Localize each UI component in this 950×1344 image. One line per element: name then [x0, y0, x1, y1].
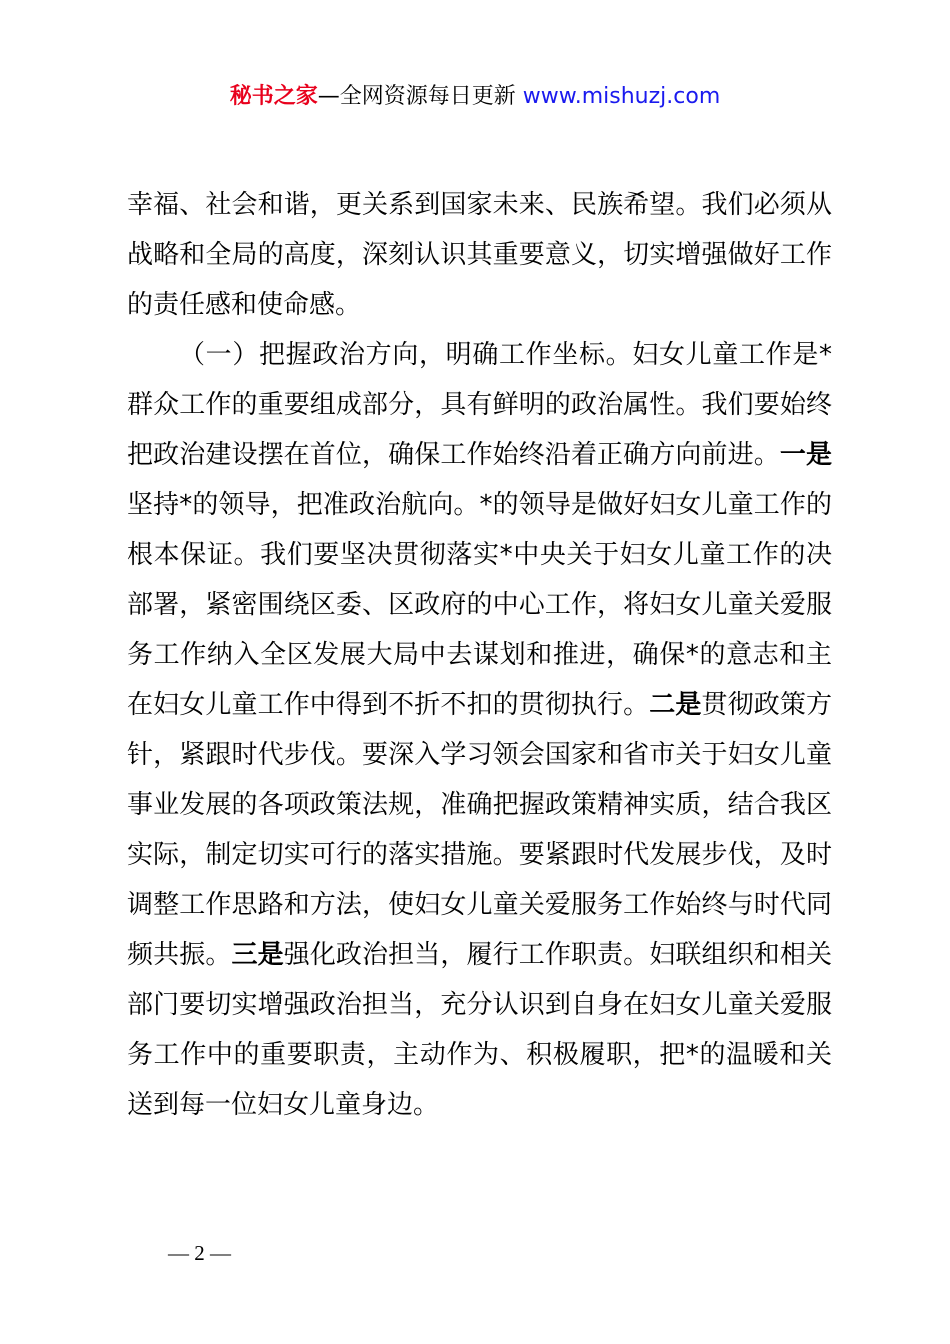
text-line: 实际，制定切实可行的落实措施。要紧跟时代发展步伐，及时 — [127, 840, 832, 870]
text-line: 送到每一位妇女儿童身边。 — [127, 1090, 440, 1120]
text-line: （一）把握政治方向，明确工作坐标。妇女儿童工作是* — [179, 340, 832, 370]
text-line: 务工作纳入全区发展大局中去谋划和推进，确保*的意志和主 — [127, 640, 832, 670]
text-line: 群众工作的重要组成部分，具有鲜明的政治属性。我们要始终 — [127, 390, 832, 420]
text-line: 事业发展的各项政策法规，准确把握政策精神实质，结合我区 — [127, 790, 832, 820]
text-segment: 频共振。 — [127, 940, 232, 970]
text-line: 战略和全局的高度，深刻认识其重要意义，切实增强做好工作 — [127, 240, 832, 270]
text-line: 部署，紧密围绕区委、区政府的中心工作，将妇女儿童关爱服 — [127, 590, 832, 620]
header-url-link[interactable]: www.mishuzj.com — [522, 84, 721, 109]
text-line: 的责任感和使命感。 — [127, 290, 362, 320]
text-line: 根本保证。我们要坚决贯彻落实*中央关于妇女儿童工作的决 — [127, 540, 832, 570]
text-line — [127, 680, 832, 730]
text-segment: 强化政治担当，履行工作职责。妇联组织和相关 — [283, 940, 832, 970]
text-segment: 贯彻政策方 — [701, 690, 832, 720]
text-line: 部门要切实增强政治担当，充分认识到自身在妇女儿童关爱服 — [127, 990, 832, 1020]
bold-label-first: 一是 — [779, 440, 832, 470]
text-line — [127, 930, 832, 980]
text-line: 调整工作思路和方法，使妇女儿童关爱服务工作始终与时代同 — [127, 890, 832, 920]
text-line: 务工作中的重要职责，主动作为、积极履职，把*的温暖和关 — [127, 1040, 832, 1070]
text-segment: 把政治建设摆在首位，确保工作始终沿着正确方向前进。 — [127, 440, 780, 470]
page-number: — 2 — — [168, 1241, 231, 1265]
text-line — [127, 430, 832, 480]
header-tagline: —全网资源每日更新 — [317, 84, 523, 109]
bold-label-third: 三是 — [231, 940, 284, 970]
text-line: 幸福、社会和谐，更关系到国家未来、民族希望。我们必须从 — [127, 190, 832, 220]
text-line: 坚持*的领导，把准政治航向。*的领导是做好妇女儿童工作的 — [127, 490, 832, 520]
text-segment: 在妇女儿童工作中得到不折不扣的贯彻执行。 — [127, 690, 650, 720]
page-header — [0, 82, 950, 112]
paragraph-1 — [127, 180, 832, 330]
header-brand: 秘书之家 — [229, 84, 318, 109]
bold-label-second: 二是 — [649, 690, 702, 720]
text-line: 针，紧跟时代步伐。要深入学习领会国家和省市关于妇女儿童 — [127, 740, 832, 770]
document-body — [127, 180, 832, 1130]
paragraph-2 — [127, 330, 832, 1130]
